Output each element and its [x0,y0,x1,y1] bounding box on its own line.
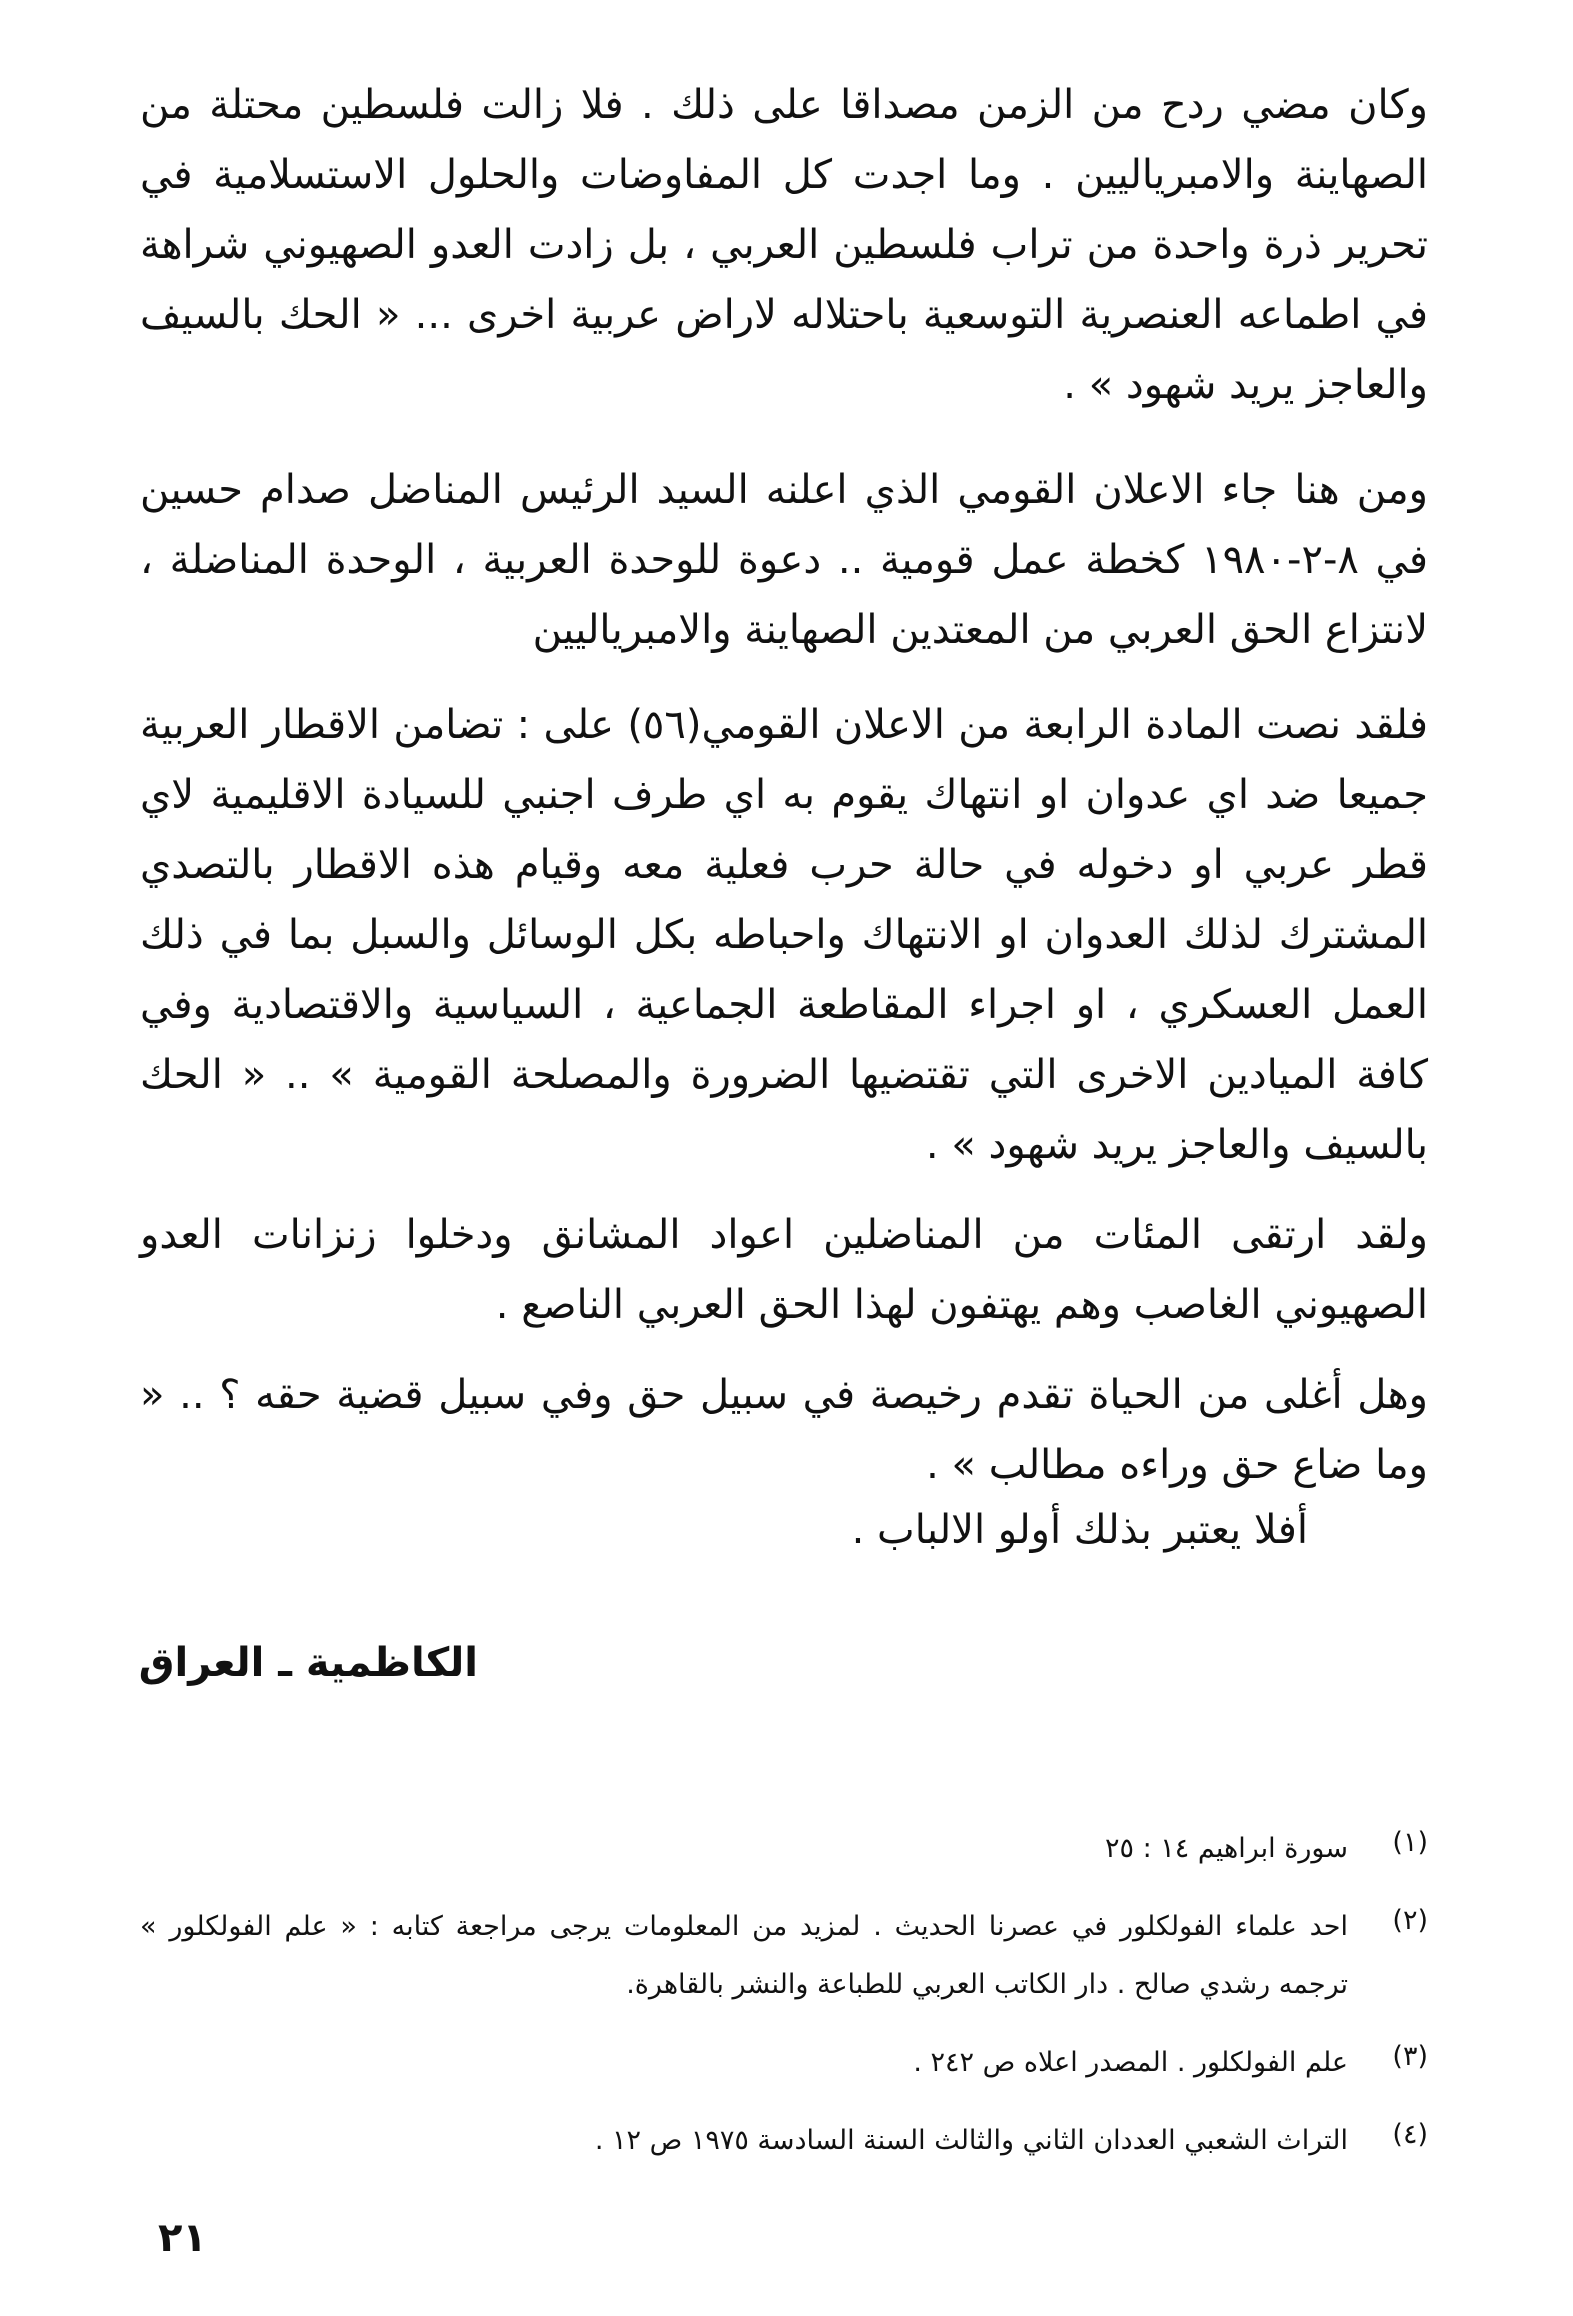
footnote-number: (١) [1392,1827,1428,1858]
footnote [140,1820,1428,1878]
paragraph-1: وكان مضي ردح من الزمن مصداقا على ذلك . فلا زالت فلسطين محتلة من الصهاينة والامبرياليين . وما اجدت كل المفاوضات والحلول الاستسلامية في تحرير ذرة واحدة من تراب فلسطين العربي ، بل زادت العدو الصهيوني شراهة في اطماعه العنصرية التوسعية باحتلاله لاراض عربية اخرى ... « الحك بالسيف والعاجز يريد شهود » . [140,82,1428,408]
footnote-number: (٤) [1392,2119,1428,2150]
footnote-text: احد علماء الفولكلور في عصرنا الحديث . لمزيد من المعلومات يرجى مراجعة كتابه : « علم الفولكلور » ترجمه رشدي صالح . دار الكاتب العربي للطباعة والنشر بالقاهرة. [140,1911,1348,2000]
footnote-text: التراث الشعبي العددان الثاني والثالث السنة السادسة ١٩٧٥ ص ١٢ . [594,2125,1348,2156]
paragraph-6: أفلا يعتبر بذلك أولو الالباب . [851,1507,1308,1553]
paragraph-3: فلقد نصت المادة الرابعة من الاعلان القومي(٥٦) على : تضامن الاقطار العربية جميعا ضد اي عدوان او انتهاك يقوم به اي طرف اجنبي للسيادة الاقليمية لاي قطر عربي او دخوله في حالة حرب فعلية معه وقيام هذه الاقطار بالتصدي المشترك لذلك العدوان او الانتهاك واحباطه بكل الوسائل والسبل بما في ذلك العمل العسكري ، او اجراء المقاطعة الجماعية ، السياسية والاقتصادية وفي كافة الميادين الاخرى التي تقتضيها الضرورة والمصلحة القومية » .. « الحك بالسيف والعاجز يريد شهود » . [140,702,1428,1168]
footnote-number: (٣) [1392,2041,1428,2072]
footnote [140,2034,1428,2092]
footnote-text: سورة ابراهيم ١٤ : ٢٥ [1105,1833,1348,1864]
footnote-text: علم الفولكلور . المصدر اعلاه ص ٢٤٢ . [913,2047,1348,2078]
footnotes [140,1820,1428,2190]
author-location-signature: الكاظمية ـ العراق [138,1640,478,1686]
footnote [140,2112,1428,2170]
paragraph-4: ولقد ارتقى المئات من المناضلين اعواد المشانق ودخلوا زنزانات العدو الصهيوني الغاصب وهم يهتفون لهذا الحق العربي الناصع . [140,1212,1428,1328]
paragraph-5: وهل أغلى من الحياة تقدم رخيصة في سبيل حق وفي سبيل قضية حقه ؟ .. « وما ضاع حق وراءه مطالب » . [140,1372,1428,1488]
page-number: ٢١ [158,2215,207,2261]
footnote [140,1898,1428,2014]
footnote-number: (٢) [1392,1905,1428,1936]
paragraph-2: ومن هنا جاء الاعلان القومي الذي اعلنه السيد الرئيس المناضل صدام حسين في ٨-٢-١٩٨٠ كخطة عمل قومية .. دعوة للوحدة العربية ، الوحدة المناضلة ، لانتزاع الحق العربي من المعتدين الصهاينة والامبرياليين [140,467,1428,653]
